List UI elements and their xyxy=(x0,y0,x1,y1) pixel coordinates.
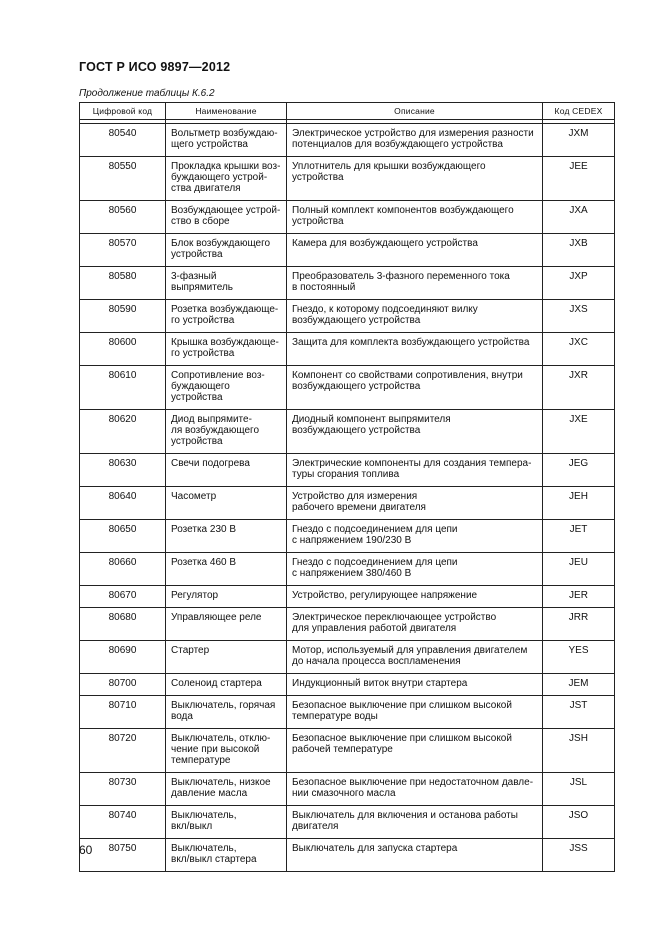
table-row xyxy=(80,696,615,729)
cell-description-line: двигателя xyxy=(292,821,339,832)
cell-name-line: Выключатель, xyxy=(171,810,237,821)
cell-description-line: Выключатель для запуска стартера xyxy=(292,843,458,854)
cell-name-line: устройства xyxy=(171,249,223,260)
table-row xyxy=(80,410,615,454)
cell-description-line: Компонент со свойствами сопротивления, внутри xyxy=(292,370,523,381)
cell-description-line: для управления работой двигателя xyxy=(292,623,457,634)
cell-description-line: в постоянный xyxy=(292,282,356,293)
cell-code: 80610 xyxy=(80,366,166,410)
cell-description-line: Электрические компоненты для создания темпера- xyxy=(292,458,532,469)
cell-name xyxy=(166,696,287,729)
cell-description xyxy=(287,806,543,839)
cell-name-line: ства двигателя xyxy=(171,183,241,194)
cell-description-line: Электрическое устройство для измерения разности xyxy=(292,128,534,139)
cell-name xyxy=(166,553,287,586)
cell-description xyxy=(287,267,543,300)
cell-description-line: Индукционный виток внутри стартера xyxy=(292,678,468,689)
cell-description-line: Выключатель для включения и останова работы xyxy=(292,810,518,821)
cell-description-line: Безопасное выключение при слишком высокой xyxy=(292,700,512,711)
cell-name-line: Выключатель, xyxy=(171,843,237,854)
cell-description-line: рабочей температуре xyxy=(292,744,393,755)
table-row xyxy=(80,124,615,157)
cell-name xyxy=(166,674,287,696)
cell-description xyxy=(287,608,543,641)
cell-description-line: Электрическое переключающее устройство xyxy=(292,612,497,623)
cell-cedex: JRR xyxy=(543,608,615,641)
table-caption: Продолжение таблицы К.6.2 xyxy=(79,88,215,99)
cell-name-line: устройства xyxy=(171,436,223,447)
cell-description xyxy=(287,454,543,487)
table-row xyxy=(80,553,615,586)
cell-description xyxy=(287,729,543,773)
cell-description xyxy=(287,773,543,806)
cell-description xyxy=(287,201,543,234)
table-row xyxy=(80,806,615,839)
cell-code: 80660 xyxy=(80,553,166,586)
cell-name-line: 3-фазный xyxy=(171,271,217,282)
cell-description-line: возбуждающего устройства xyxy=(292,425,421,436)
cell-name-line: устройства xyxy=(171,392,223,403)
cell-description xyxy=(287,641,543,674)
cell-cedex: JSO xyxy=(543,806,615,839)
cell-cedex: JSL xyxy=(543,773,615,806)
document-title: ГОСТ Р ИСО 9897—2012 xyxy=(79,60,231,74)
cell-cedex: JXM xyxy=(543,124,615,157)
cell-name xyxy=(166,124,287,157)
cell-description-line: Устройство для измерения xyxy=(292,491,418,502)
cell-cedex: JEU xyxy=(543,553,615,586)
table-row xyxy=(80,267,615,300)
cell-name-line: Блок возбуждающего xyxy=(171,238,271,249)
cell-code: 80570 xyxy=(80,234,166,267)
cell-name-line: Выключатель, горячая xyxy=(171,700,276,711)
cell-description-line: рабочего времени двигателя xyxy=(292,502,426,513)
cell-description xyxy=(287,586,543,608)
cell-name-line: Свечи подогрева xyxy=(171,458,250,469)
cell-description-line: потенциалов для возбуждающего устройства xyxy=(292,139,503,150)
cell-cedex: JER xyxy=(543,586,615,608)
cell-code: 80730 xyxy=(80,773,166,806)
cell-name-line: Розетка 230 В xyxy=(171,524,237,535)
cell-description-line: нии смазочного масла xyxy=(292,788,396,799)
cell-name-line: Диод выпрямите- xyxy=(171,414,252,425)
table-body xyxy=(80,120,615,872)
cell-name xyxy=(166,806,287,839)
cell-description xyxy=(287,520,543,553)
cell-description-line: Гнездо, к которому подсоединяют вилку xyxy=(292,304,478,315)
cell-name xyxy=(166,487,287,520)
cell-code: 80560 xyxy=(80,201,166,234)
cell-description xyxy=(287,553,543,586)
cell-cedex: JSS xyxy=(543,839,615,872)
table-row xyxy=(80,586,615,608)
cell-code: 80550 xyxy=(80,157,166,201)
cell-name-line: Выключатель, отклю- xyxy=(171,733,271,744)
cell-name-line: вкл/выкл стартера xyxy=(171,854,257,865)
cell-description-line: Диодный компонент выпрямителя xyxy=(292,414,451,425)
cell-description xyxy=(287,234,543,267)
cell-cedex: JXB xyxy=(543,234,615,267)
cell-description-line: Устройство, регулирующее напряжение xyxy=(292,590,478,601)
cell-description xyxy=(287,300,543,333)
cell-description-line: возбуждающего устройства xyxy=(292,381,421,392)
cell-cedex: JST xyxy=(543,696,615,729)
cell-name xyxy=(166,201,287,234)
table-row xyxy=(80,608,615,641)
cell-cedex: JXS xyxy=(543,300,615,333)
cell-code: 80600 xyxy=(80,333,166,366)
table-header-row xyxy=(80,103,615,120)
cell-cedex: JXP xyxy=(543,267,615,300)
cell-code: 80590 xyxy=(80,300,166,333)
cell-name-line: Управляющее реле xyxy=(171,612,262,623)
cell-description xyxy=(287,410,543,454)
cell-description xyxy=(287,839,543,872)
table-row xyxy=(80,641,615,674)
cell-cedex: YES xyxy=(543,641,615,674)
cell-name-line: го устройства xyxy=(171,348,235,359)
cell-name-line: Прокладка крышки воз- xyxy=(171,161,281,172)
cell-description xyxy=(287,124,543,157)
cell-description xyxy=(287,696,543,729)
table-row xyxy=(80,201,615,234)
cell-name-line: го устройства xyxy=(171,315,235,326)
cell-name xyxy=(166,608,287,641)
cell-name xyxy=(166,410,287,454)
column-header-name: Наименование xyxy=(166,103,287,120)
cell-description-line: Уплотнитель для крышки возбуждающего xyxy=(292,161,486,172)
table-row xyxy=(80,333,615,366)
cell-code: 80580 xyxy=(80,267,166,300)
table-row xyxy=(80,234,615,267)
cell-code: 80650 xyxy=(80,520,166,553)
table-row xyxy=(80,454,615,487)
cell-description xyxy=(287,487,543,520)
column-header-description: Описание xyxy=(287,103,543,120)
cell-name-line: Сопротивление воз- xyxy=(171,370,265,381)
cell-description-line: возбуждающего устройства xyxy=(292,315,421,326)
cell-name-line: Розетка возбуждающе- xyxy=(171,304,279,315)
cell-name xyxy=(166,520,287,553)
cell-description-line: устройства xyxy=(292,216,344,227)
cell-name-line: чение при высокой xyxy=(171,744,260,755)
table-row xyxy=(80,157,615,201)
cell-name-line: Крышка возбуждающе- xyxy=(171,337,279,348)
cell-code: 80750 xyxy=(80,839,166,872)
cell-description-line: с напряжением 380/460 В xyxy=(292,568,412,579)
cell-name xyxy=(166,267,287,300)
cell-name xyxy=(166,157,287,201)
cell-code: 80630 xyxy=(80,454,166,487)
cell-description xyxy=(287,366,543,410)
cell-name xyxy=(166,586,287,608)
cell-name-line: Регулятор xyxy=(171,590,219,601)
cell-name xyxy=(166,641,287,674)
cell-cedex: JSH xyxy=(543,729,615,773)
cedex-table xyxy=(79,102,615,872)
cell-cedex: JEE xyxy=(543,157,615,201)
cell-name xyxy=(166,300,287,333)
table-row xyxy=(80,674,615,696)
cell-description-line: Защита для комплекта возбуждающего устройства xyxy=(292,337,530,348)
cell-name xyxy=(166,773,287,806)
cell-cedex: JEG xyxy=(543,454,615,487)
cell-description-line: Мотор, используемый для управления двигателем xyxy=(292,645,528,656)
cell-description xyxy=(287,674,543,696)
cell-cedex: JEM xyxy=(543,674,615,696)
cell-name-line: Розетка 460 В xyxy=(171,557,237,568)
cell-name-line: ство в сборе xyxy=(171,216,230,227)
cell-name-line: Возбуждающее устрой- xyxy=(171,205,281,216)
cell-cedex: JXC xyxy=(543,333,615,366)
cell-description-line: Гнездо с подсоединением для цепи xyxy=(292,557,458,568)
table-row xyxy=(80,300,615,333)
cell-name-line: Выключатель, низкое xyxy=(171,777,271,788)
cell-cedex: JXR xyxy=(543,366,615,410)
cell-name-line: температуре xyxy=(171,755,231,766)
cell-name-line: ля возбуждающего xyxy=(171,425,260,436)
cell-description-line: с напряжением 190/230 В xyxy=(292,535,412,546)
cell-description-line: туры сгорания топлива xyxy=(292,469,400,480)
cell-code: 80680 xyxy=(80,608,166,641)
cell-name xyxy=(166,454,287,487)
cell-name-line: вода xyxy=(171,711,193,722)
cell-code: 80740 xyxy=(80,806,166,839)
table-row xyxy=(80,773,615,806)
cell-name-line: Часометр xyxy=(171,491,217,502)
cell-code: 80670 xyxy=(80,586,166,608)
cell-name-line: щего устройства xyxy=(171,139,248,150)
cell-name-line: Соленоид стартера xyxy=(171,678,262,689)
cell-code: 80700 xyxy=(80,674,166,696)
table-row xyxy=(80,729,615,773)
cell-name-line: выпрямитель xyxy=(171,282,233,293)
cell-description-line: Преобразователь 3-фазного переменного тока xyxy=(292,271,510,282)
cell-name xyxy=(166,234,287,267)
table-row xyxy=(80,366,615,410)
cell-description-line: Гнездо с подсоединением для цепи xyxy=(292,524,458,535)
cell-name xyxy=(166,333,287,366)
cell-code: 80720 xyxy=(80,729,166,773)
cell-description-line: Полный комплект компонентов возбуждающего xyxy=(292,205,514,216)
cell-code: 80540 xyxy=(80,124,166,157)
cell-code: 80620 xyxy=(80,410,166,454)
cell-name xyxy=(166,839,287,872)
cell-description xyxy=(287,333,543,366)
cell-name-line: буждающего устрой- xyxy=(171,172,268,183)
cell-description xyxy=(287,157,543,201)
cell-name xyxy=(166,366,287,410)
cell-description-line: Камера для возбуждающего устройства xyxy=(292,238,478,249)
cell-name-line: Вольтметр возбуждаю- xyxy=(171,128,278,139)
cell-cedex: JXE xyxy=(543,410,615,454)
cell-name xyxy=(166,729,287,773)
page-number: 60 xyxy=(79,843,93,857)
table-row xyxy=(80,520,615,553)
cell-name-line: Стартер xyxy=(171,645,210,656)
column-header-code: Цифровой код xyxy=(80,103,166,120)
cell-description-line: температуре воды xyxy=(292,711,378,722)
cell-name-line: вкл/выкл xyxy=(171,821,213,832)
cell-name-line: давление масла xyxy=(171,788,248,799)
cell-cedex: JXA xyxy=(543,201,615,234)
cell-cedex: JET xyxy=(543,520,615,553)
cell-description-line: до начала процесса воспламенения xyxy=(292,656,461,667)
cell-description-line: Безопасное выключение при слишком высокой xyxy=(292,733,512,744)
table-row xyxy=(80,839,615,872)
table-row xyxy=(80,487,615,520)
cell-code: 80690 xyxy=(80,641,166,674)
cell-description-line: Безопасное выключение при недостаточном давле- xyxy=(292,777,534,788)
cell-cedex: JEH xyxy=(543,487,615,520)
cell-name-line: буждающего xyxy=(171,381,230,392)
cell-code: 80710 xyxy=(80,696,166,729)
cell-description-line: устройства xyxy=(292,172,344,183)
cell-code: 80640 xyxy=(80,487,166,520)
column-header-cedex: Код CEDEX xyxy=(543,103,615,120)
